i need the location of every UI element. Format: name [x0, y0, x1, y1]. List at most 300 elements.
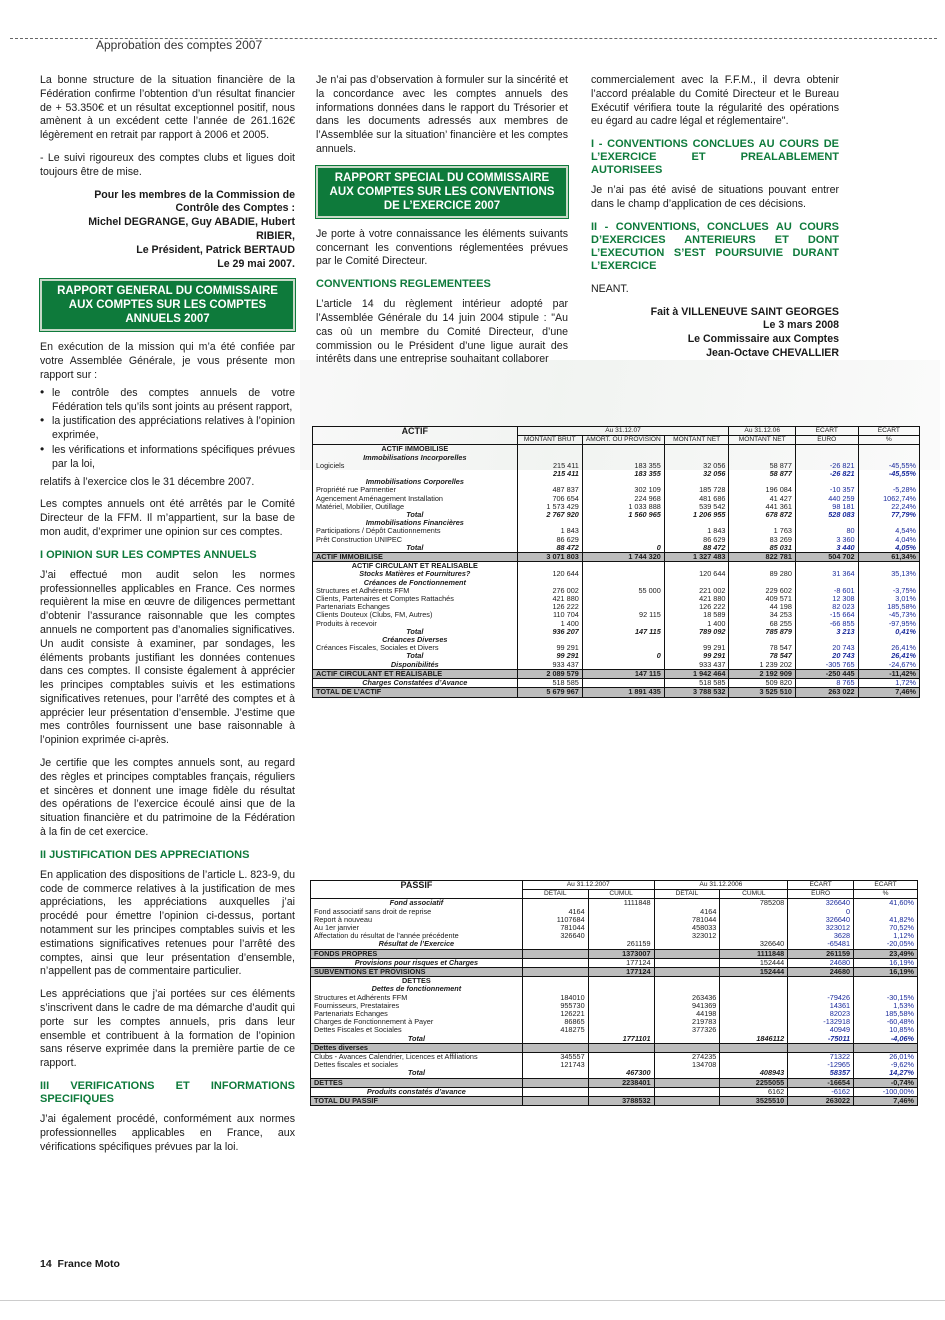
table-cell: -45,55% — [858, 470, 919, 478]
signature-line: Le 3 mars 2008 — [763, 319, 839, 332]
table-cell: 1 560 965 — [582, 511, 664, 519]
table-cell: 177124 — [588, 968, 654, 977]
table-cell — [582, 536, 664, 544]
column-1 — [40, 74, 295, 1163]
actif-table — [312, 426, 920, 698]
table-cell: 58 877 — [729, 470, 795, 478]
table-cell: -12965 — [788, 1061, 854, 1069]
row-label: Fournisseurs, Prestataires — [314, 1000, 400, 1010]
table-row — [313, 644, 920, 652]
column-header: ECART — [788, 881, 854, 890]
table-cell: 26,41% — [858, 644, 919, 652]
column-header: DETAIL — [522, 890, 588, 899]
table-cell: 196 084 — [729, 486, 795, 494]
table-cell: -24,67% — [858, 661, 919, 670]
table-cell: -8 601 — [795, 587, 858, 595]
row-label: Prêt Construction UNIPEC — [316, 534, 402, 544]
table-cell: 276 002 — [517, 587, 582, 595]
table-cell: 78 547 — [729, 644, 795, 652]
row-label: Agencement Aménagement Installation — [316, 493, 443, 503]
table-cell: 183 355 — [582, 462, 664, 470]
table-row — [313, 527, 920, 535]
row-label: Structures et Adhérents FFM — [316, 585, 410, 595]
table-cell — [654, 1069, 720, 1078]
table-cell — [795, 445, 858, 454]
table-cell: 4164 — [654, 908, 720, 916]
table-cell: 1111848 — [588, 899, 654, 908]
table-cell: 32 056 — [664, 470, 729, 478]
table-cell: 78 547 — [729, 652, 795, 660]
table-cell: -6162 — [788, 1087, 854, 1096]
table-cell: 1107684 — [522, 916, 588, 924]
table-cell: -26 821 — [795, 470, 858, 478]
table-cell: 221 002 — [664, 587, 729, 595]
table-title: ACTIF — [313, 427, 518, 445]
row-label: Dettes Fiscales et Sociales — [314, 1025, 402, 1035]
row-label: ACTIF CIRCULANT ET REALISABLE — [313, 669, 518, 678]
table-cell: 481 686 — [664, 495, 729, 503]
table-cell — [522, 958, 588, 967]
row-label: Affectation du résultat de l’année précédente — [314, 931, 459, 941]
paragraph: J’ai également procédé, conformément aux normes professionnelles applicables en France, aux vérifications spécifiques prévues par la loi. — [40, 1113, 295, 1153]
table-cell: 82023 — [788, 1010, 854, 1018]
table-cell: 185,58% — [858, 603, 919, 611]
table-cell — [654, 1087, 720, 1096]
table-cell: 121743 — [522, 1061, 588, 1069]
table-cell: 82 023 — [795, 603, 858, 611]
table-cell: 88 472 — [517, 544, 582, 553]
table-cell: 3 360 — [795, 536, 858, 544]
table-row — [313, 595, 920, 603]
table-cell: 302 109 — [582, 486, 664, 494]
table-cell — [582, 570, 664, 578]
row-label: Produits à recevoir — [316, 618, 377, 628]
table-cell: 3 071 803 — [517, 553, 582, 562]
table-cell: 44198 — [654, 1010, 720, 1018]
table-cell: 421 880 — [517, 595, 582, 603]
page-number: 14 — [40, 1258, 52, 1270]
table-cell: 14,27% — [854, 1069, 918, 1078]
column-2 — [316, 74, 568, 376]
table-cell — [588, 985, 654, 993]
row-label: Charges de Fonctionnement à Payer — [314, 1017, 434, 1027]
table-cell: 487 837 — [517, 486, 582, 494]
list-item: • les vérifications et informations spécifiques prévues par la loi, — [40, 444, 295, 472]
table-cell: 14361 — [788, 1002, 854, 1010]
table-cell: 86 629 — [517, 536, 582, 544]
table-cell: 345557 — [522, 1053, 588, 1062]
table-cell — [522, 1069, 588, 1078]
table-cell: 61,34% — [858, 553, 919, 562]
table-cell: 261159 — [788, 949, 854, 958]
table-cell: 40949 — [788, 1026, 854, 1034]
table-cell: 0,41% — [858, 628, 919, 636]
table-cell — [588, 994, 654, 1002]
column-header: DETAIL — [654, 890, 720, 899]
table-row — [311, 949, 918, 958]
table-cell: 31 364 — [795, 570, 858, 578]
table-cell — [522, 968, 588, 977]
table-cell: 1771101 — [588, 1035, 654, 1044]
row-label: Logiciels — [316, 460, 345, 470]
signature-line: Fait à VILLENEUVE SAINT GEORGES — [650, 305, 839, 318]
table-cell: 83 269 — [729, 536, 795, 544]
row-label: Immobilisations Corporelles — [365, 477, 464, 487]
row-label: Total — [406, 510, 424, 520]
table-cell: 3 440 — [795, 544, 858, 553]
signature-line: Le Commissaire aux Comptes — [687, 333, 839, 346]
table-cell: 1 891 435 — [582, 688, 664, 697]
table-cell: 789 092 — [664, 628, 729, 636]
table-cell: 80 — [795, 527, 858, 535]
table-cell: 86865 — [522, 1018, 588, 1026]
row-label: Total — [406, 626, 424, 636]
row-label: Fond associatif — [389, 898, 444, 908]
table-cell: 26,01% — [854, 1053, 918, 1062]
table-cell: 58 877 — [729, 462, 795, 470]
column-header: % — [854, 890, 918, 899]
table-cell: 678 872 — [729, 511, 795, 519]
paragraph: J’ai effectué mon audit selon les normes professionnelles applicables en France. Ces normes requièrent la mise en œuvre de diligences permettant d’obtenir l’assurance raisonnable que les comptes annuels ne comportent pas d’anomalies significatives. Un audit consiste à examiner, par sondages, les éléments probants justifiant les données contenues dans ces comptes. Il consiste également à apprécier les principes comptables suivis et les estimations significatives retenues, pour l’arrêté des comptes et à apprécier leur présentation d’ensemble. J’estime que mes contrôles fournissent une base raisonnable à l’opinion exprimée ci-après. — [40, 568, 295, 747]
table-cell: 24680 — [788, 968, 854, 977]
table-cell — [664, 445, 729, 454]
table-row — [311, 1026, 918, 1034]
table-cell: 1 327 483 — [664, 553, 729, 562]
table-cell: 183 355 — [582, 470, 664, 478]
table-cell: 409 571 — [729, 595, 795, 603]
table-cell — [582, 636, 664, 644]
table-cell: 781044 — [522, 924, 588, 932]
row-label: Immobilisations Financières — [365, 518, 464, 528]
table-cell: 1 763 — [729, 527, 795, 535]
table-cell: 88 472 — [664, 544, 729, 553]
table-cell: 99 291 — [664, 652, 729, 660]
table-cell: 458033 — [654, 924, 720, 932]
signature-line: Pour les membres de la Commission de — [94, 188, 295, 201]
column-header: Au 31.12.2007 — [522, 881, 654, 890]
table-cell: -4,06% — [854, 1035, 918, 1044]
table-cell: 86 629 — [664, 536, 729, 544]
table-cell — [582, 595, 664, 603]
row-label: FONDS PROPRES — [311, 949, 523, 958]
paragraph: Je certifie que les comptes annuels sont, au regard des règles et principes comptables français, réguliers et sincères et donnent une image fidèle du résultat des opérations de l’exercice écoulé ainsi que de la situation financière et du patrimoine de la Fédération à la fin de cet exercice. — [40, 757, 295, 839]
report-heading-box: RAPPORT GENERAL DU COMMISSAIRE AUX COMPTES SUR LES COMPTES ANNUELS 2007 — [40, 279, 295, 331]
table-cell: 41,60% — [854, 899, 918, 908]
table-row — [311, 1002, 918, 1010]
table-cell: -5,28% — [858, 486, 919, 494]
table-cell: 1 843 — [664, 527, 729, 535]
table-cell — [858, 445, 919, 454]
table-cell: 263436 — [654, 994, 720, 1002]
table-cell: 1846112 — [720, 1035, 788, 1044]
table-cell: 263022 — [788, 1097, 854, 1106]
table-cell — [654, 958, 720, 967]
table-cell: 323012 — [788, 924, 854, 932]
table-cell: 822 781 — [729, 553, 795, 562]
row-label: Au 1er janvier — [314, 923, 360, 933]
table-cell: 3 525 510 — [729, 688, 795, 697]
table-cell: 955730 — [522, 1002, 588, 1010]
table-cell: 933 437 — [517, 661, 582, 670]
table-row — [311, 1078, 918, 1087]
table-cell: 134708 — [654, 1061, 720, 1069]
row-label: ACTIF IMMOBILISE — [381, 444, 449, 454]
list-item: • le contrôle des comptes annuels de votre Fédération tels qu’ils sont joints au présent rapport, — [40, 387, 295, 415]
signature-line: Le Président, Patrick BERTAUD — [136, 243, 295, 256]
table-cell: 539 542 — [664, 503, 729, 511]
row-label: Partenariats Echanges — [316, 602, 390, 612]
table-cell: 4,05% — [858, 544, 919, 553]
row-label: ACTIF CIRCULANT ET REALISABLE — [351, 561, 478, 571]
row-label: Total — [407, 1033, 425, 1043]
table-cell — [522, 1078, 588, 1087]
table-cell: 261159 — [588, 940, 654, 949]
row-label: Total — [406, 651, 424, 661]
table-row — [311, 1097, 918, 1106]
table-cell: -9,62% — [854, 1061, 918, 1069]
table-cell: 441 361 — [729, 503, 795, 511]
table-cell: 8 765 — [795, 679, 858, 688]
column-header: ECART — [854, 881, 918, 890]
signature-line: Jean-Octave CHEVALLIER — [706, 346, 839, 359]
table-cell — [720, 1010, 788, 1018]
table-cell: -15 664 — [795, 611, 858, 619]
table-cell: 5 679 967 — [517, 688, 582, 697]
table-cell: -79426 — [788, 994, 854, 1002]
table-cell — [720, 1018, 788, 1026]
table-row — [313, 478, 920, 486]
table-cell: 147 115 — [582, 669, 664, 678]
table-cell: 20 743 — [795, 644, 858, 652]
column-header: EURO — [788, 890, 854, 899]
passif-table — [310, 880, 918, 1106]
table-cell: 99 291 — [664, 644, 729, 652]
table-cell: 785 879 — [729, 628, 795, 636]
signature-line: Le 29 mai 2007. — [217, 257, 295, 270]
table-cell — [588, 908, 654, 916]
table-cell: 18 589 — [664, 611, 729, 619]
bottom-rule — [0, 1300, 945, 1301]
table-cell: 504 702 — [795, 553, 858, 562]
section-heading: I OPINION SUR LES COMPTES ANNUELS — [40, 548, 257, 561]
table-cell: 781044 — [654, 916, 720, 924]
table-cell: 0 — [582, 544, 664, 553]
table-cell: 16,19% — [854, 968, 918, 977]
table-cell: -26 821 — [795, 462, 858, 470]
table-cell — [522, 1097, 588, 1106]
table-cell: -66 855 — [795, 620, 858, 628]
table-cell: 418275 — [522, 1026, 588, 1034]
table-cell: 3 788 532 — [664, 688, 729, 697]
table-cell: -11,42% — [858, 669, 919, 678]
bullet-list — [40, 387, 295, 472]
table-cell: 110 704 — [517, 611, 582, 619]
table-cell: 12 308 — [795, 595, 858, 603]
table-cell — [582, 519, 664, 527]
table-cell: -20,05% — [854, 940, 918, 949]
signature-line: RIBIER, — [256, 229, 295, 242]
table-cell: 185 728 — [664, 486, 729, 494]
table-cell: 941369 — [654, 1002, 720, 1010]
row-label: Partenariats Echanges — [314, 1009, 388, 1019]
row-label: Report à nouveau — [314, 914, 373, 924]
column-header: ECART — [858, 427, 919, 436]
table-cell: 126 222 — [517, 603, 582, 611]
table-cell — [720, 1043, 788, 1052]
table-cell — [720, 977, 788, 986]
table-cell: -65481 — [788, 940, 854, 949]
column-header: % — [858, 436, 919, 445]
row-label: Créances de Fonctionnement — [363, 577, 466, 587]
signature-line: Contrôle des Comptes : — [175, 202, 295, 215]
table-cell: 1373007 — [588, 949, 654, 958]
table-cell — [654, 940, 720, 949]
table-cell — [588, 1043, 654, 1052]
table-cell: 26,41% — [858, 652, 919, 660]
table-cell: 177124 — [588, 958, 654, 967]
column-header: MONTANT NET — [664, 436, 729, 445]
table-cell: 1 843 — [517, 527, 582, 535]
section-heading: I - CONVENTIONS CONCLUES AU COURS DE L’EXERCICE ET PREALABLEMENT AUTORISEES — [591, 138, 839, 177]
table-cell: 98 181 — [795, 503, 858, 511]
table-cell: 120 644 — [664, 570, 729, 578]
paragraph: En application des dispositions de l’article L. 823-9, du code de commerce relatives à la justification de mes appréciations, les appréciations auxquelles j’ai procédé pour émettre l’opinion ci-dessus, portant notamment sur les principes comptables suivis et les estimations significatives retenues pour l’arrêté des comptes, ainsi que leur présentation d’ensemble, n’appellent pas de commentaire particulier. — [40, 868, 295, 978]
table-cell: 1 400 — [517, 620, 582, 628]
table-title: PASSIF — [311, 881, 523, 899]
table-cell: 408943 — [720, 1069, 788, 1078]
table-cell: 215 411 — [517, 470, 582, 478]
table-cell: 89 280 — [729, 570, 795, 578]
table-cell: 4164 — [522, 908, 588, 916]
table-cell: 933 437 — [664, 661, 729, 670]
table-cell: 326640 — [788, 899, 854, 908]
section-heading: III VERIFICATIONS ET INFORMATIONS SPECIFIQUES — [40, 1080, 295, 1106]
table-cell: 219783 — [654, 1018, 720, 1026]
table-cell: 224 968 — [582, 495, 664, 503]
table-cell: 41,82% — [854, 916, 918, 924]
table-cell: 706 654 — [517, 495, 582, 503]
row-label: Dettes diverses — [311, 1043, 523, 1052]
table-cell: 3788532 — [588, 1097, 654, 1106]
row-label: Clients Douteux (Clubs, FM, Autres) — [316, 610, 433, 620]
table-row — [313, 611, 920, 619]
table-cell: 120 644 — [517, 570, 582, 578]
row-label: TOTAL DU PASSIF — [311, 1097, 523, 1106]
table-cell — [588, 924, 654, 932]
row-label: Clubs - Avances Calendrier, Licences et Affiliations — [314, 1052, 478, 1062]
table-row — [311, 1035, 918, 1044]
table-cell: 421 880 — [664, 595, 729, 603]
table-cell: 440 259 — [795, 495, 858, 503]
row-label: SUBVENTIONS ET PROVISIONS — [311, 968, 523, 977]
column-header: AMORT. OU PROVISION — [582, 436, 664, 445]
paragraph: relatifs à l’exercice clos le 31 décembre 2007. — [40, 475, 255, 488]
table-cell: 71322 — [788, 1053, 854, 1062]
table-cell — [720, 985, 788, 993]
table-cell: 509 820 — [729, 679, 795, 688]
row-label: Résultat de l’Exercice — [378, 939, 455, 949]
paragraph: La bonne structure de la situation financière de la Fédération confirme l’obtention d’un résultat financier de + 53.350€ et un résultat exceptionnel positif, nous amènent à un excédent cette l’année de 261.162€ légèrement en retrait par rapport à 2006 et 2005. — [40, 74, 295, 142]
row-label: Matériel, Mobilier, Outillage — [316, 501, 405, 511]
paragraph: - Le suivi rigoureux des comptes clubs et ligues doit toujours être de mise. — [40, 151, 295, 178]
table-cell — [788, 977, 854, 986]
table-cell: 274235 — [654, 1053, 720, 1062]
auditor-signature — [591, 306, 839, 361]
table-cell: 152444 — [720, 968, 788, 977]
table-cell: 1 206 955 — [664, 511, 729, 519]
table-cell: -75011 — [788, 1035, 854, 1044]
table-cell: 23,49% — [854, 949, 918, 958]
table-cell — [720, 916, 788, 924]
table-cell: 936 207 — [517, 628, 582, 636]
table-cell: 4,04% — [858, 536, 919, 544]
table-cell: 1,72% — [858, 679, 919, 688]
table-cell — [654, 1035, 720, 1044]
table-cell: 77,79% — [858, 511, 919, 519]
row-label: Propriété rue Parmentier — [316, 485, 396, 495]
table-cell — [654, 977, 720, 986]
table-row — [313, 454, 920, 462]
table-cell: 32 056 — [664, 462, 729, 470]
table-cell: -100,00% — [854, 1087, 918, 1096]
row-label: DETTES — [311, 1078, 523, 1087]
row-label: Créances Diverses — [382, 635, 448, 645]
table-cell — [720, 1002, 788, 1010]
table-cell: 1,53% — [854, 1002, 918, 1010]
table-cell: 377326 — [654, 1026, 720, 1034]
table-cell: 2 192 909 — [729, 669, 795, 678]
table-cell: 1 744 320 — [582, 553, 664, 562]
row-label: Disponibilités — [390, 659, 439, 669]
table-cell: 147 115 — [582, 628, 664, 636]
row-label: Stocks Matières et Fournitures? — [359, 569, 471, 579]
signature-line: Michel DEGRANGE, Guy ABADIE, Hubert — [88, 216, 295, 229]
table-cell: 44 198 — [729, 603, 795, 611]
table-cell: -10 357 — [795, 486, 858, 494]
table-cell — [720, 1053, 788, 1062]
table-cell: 326640 — [788, 916, 854, 924]
table-cell: -132918 — [788, 1018, 854, 1026]
column-header: MONTANT BRUT — [517, 436, 582, 445]
table-cell: 1 942 464 — [664, 669, 729, 678]
table-cell: 70,52% — [854, 924, 918, 932]
row-label: Fond associatif sans droit de reprise — [314, 906, 432, 916]
table-cell — [517, 445, 582, 454]
table-cell: 1 033 888 — [582, 503, 664, 511]
table-cell — [588, 1018, 654, 1026]
row-label: DETTES — [402, 976, 431, 986]
table-cell — [582, 562, 664, 571]
table-cell — [582, 445, 664, 454]
table-cell: 467300 — [588, 1069, 654, 1078]
table-cell: 1111848 — [720, 949, 788, 958]
table-cell: -60,48% — [854, 1018, 918, 1026]
paragraph: Je n’ai pas été avisé de situations pouvant entrer dans le champ d’application de ces décisions. — [591, 184, 839, 210]
table-cell — [729, 445, 795, 454]
table-cell: 152444 — [720, 958, 788, 967]
row-label: Immobilisations Incorporelles — [363, 452, 467, 462]
table-cell: -45,73% — [858, 611, 919, 619]
table-row — [311, 940, 918, 949]
table-cell: 24680 — [788, 958, 854, 967]
row-label: Dettes fiscales et sociales — [314, 1060, 398, 1070]
row-label: TOTAL DE L’ACTIF — [313, 688, 518, 697]
table-cell: 1,12% — [854, 932, 918, 940]
table-row — [311, 1061, 918, 1069]
table-cell — [654, 1097, 720, 1106]
row-label: ACTIF IMMOBILISE — [313, 553, 518, 562]
table-cell: 126221 — [522, 1010, 588, 1018]
